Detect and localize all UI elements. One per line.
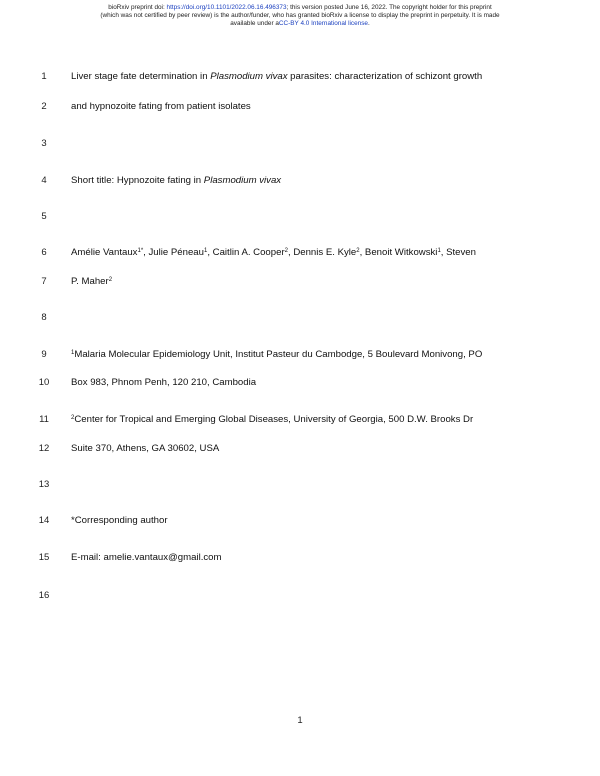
title-line-2: and hypnozoite fating from patient isolates — [71, 101, 251, 112]
line-9 — [0, 348, 600, 362]
line-2 — [0, 100, 600, 114]
affiliation-1-line-2: Box 983, Phnom Penh, 120 210, Cambodia — [71, 377, 257, 388]
line-16 — [0, 589, 600, 603]
line-12 — [0, 442, 600, 456]
corresponding-author-label: *Corresponding author — [71, 515, 168, 526]
line-8 — [0, 311, 600, 325]
authors-line-1: Amélie Vantaux$^{1*}$, Julie Péneau$^1$, Caitlin A. Cooper$^2$, Dennis E. Kyle$^2$, Benoit Witkowski$^1$, Steven — [71, 247, 476, 258]
affiliation-2-line-1: $^2$Center for Tropical and Emerging Global Diseases, University of Georgia, 500 D.W. Brooks Dr — [71, 414, 474, 425]
line-number: 15 — [38, 552, 50, 563]
line-7 — [0, 275, 600, 289]
authors-line-2: P. Maher$^2$ — [71, 276, 113, 287]
line-11 — [0, 413, 600, 427]
short-title: Short title: Hypnozoite fating in Plasmodium vivax — [71, 175, 282, 186]
line-number: 7 — [41, 276, 47, 287]
line-number: 3 — [41, 138, 47, 149]
line-5 — [0, 210, 600, 224]
line-number: 10 — [38, 377, 50, 388]
line-number: 16 — [38, 590, 50, 601]
line-13 — [0, 478, 600, 492]
doi-link[interactable]: https://doi.org/10.1101/2022.06.16.496373 — [166, 4, 287, 11]
line-4 — [0, 174, 600, 188]
corresponding-email: E-mail: amelie.vantaux@gmail.com — [71, 552, 222, 563]
license-link[interactable]: CC-BY 4.0 International license — [278, 20, 368, 27]
line-number: 2 — [41, 101, 47, 112]
line-number: 11 — [39, 414, 49, 425]
header-line-3: available under aCC-BY 4.0 International license. — [230, 20, 370, 27]
line-3 — [0, 137, 600, 151]
line-number: 1 — [41, 71, 47, 82]
line-14 — [0, 514, 600, 528]
line-1 — [0, 70, 600, 84]
line-10 — [0, 376, 600, 390]
species-name: Plasmodium vivax — [210, 71, 288, 82]
line-6 — [0, 246, 600, 260]
preprint-header — [0, 4, 600, 28]
line-number: 5 — [41, 211, 47, 222]
line-number: 8 — [41, 312, 47, 323]
line-15 — [0, 551, 600, 565]
line-number: 12 — [38, 443, 50, 454]
line-number: 6 — [41, 247, 47, 258]
line-number: 4 — [41, 175, 47, 186]
line-number: 9 — [41, 349, 47, 360]
species-name: Plasmodium vivax — [203, 175, 282, 186]
affiliation-1-line-1: $^1$Malaria Molecular Epidemiology Unit, Institut Pasteur du Cambodge, 5 Boulevard Monivong, PO — [71, 349, 483, 360]
line-number: 14 — [38, 515, 50, 526]
line-number: 13 — [38, 479, 50, 490]
affiliation-2-line-2: Suite 370, Athens, GA 30602, USA — [71, 443, 220, 454]
page-number: 1 — [297, 715, 303, 726]
header-line-2: (which was not certified by peer review) is the author/funder, who has granted bioRxiv a license to display the preprint in perpetuity. It is made — [100, 12, 500, 19]
header-line-1: bioRxiv preprint doi: https://doi.org/10.1101/2022.06.16.496373; this version posted June 16, 2022. The copyright holder for this preprint — [108, 4, 492, 11]
title-line-1: Liver stage fate determination in Plasmodium vivax parasites: characterization of schizont growth — [71, 71, 483, 82]
